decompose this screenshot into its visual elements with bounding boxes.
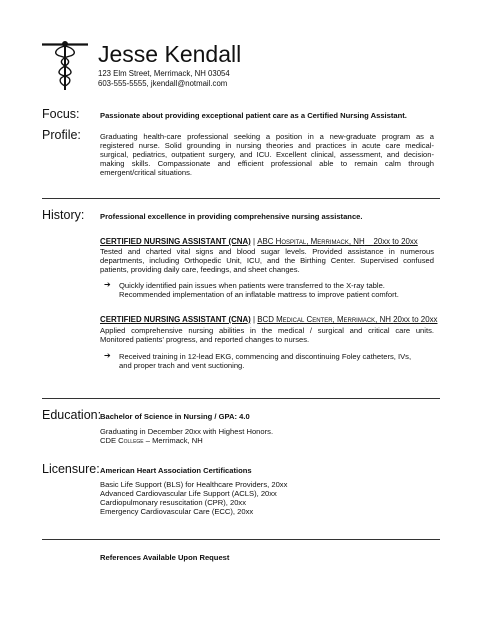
job-employer: BCD Medical Center, Merrimack, NH [257,315,391,324]
history-heading: Professional excellence in providing comprehensive nursing assistance. [100,212,363,221]
school-line [100,436,203,445]
job-desc-line: Monitored patients' progress, and reported changes to nurses. [100,335,310,344]
job-desc-line: departments, including Orthopedic Unit, ICU, and the Birthing Center. Supervised confused [100,256,434,265]
profile-line: surgical, pediatrics, outpatient surgery, and ICU. Excellent clinical, assessment, and decision- [100,150,434,159]
job-title: CERTIFIED NURSING ASSISTANT (CNA) [100,315,251,324]
section-divider [42,539,440,540]
job-separator: | [250,237,258,246]
school-name: CDE College [100,436,144,445]
graduation-note: Graduating in December 20xx with Highest Honors. [100,427,274,436]
address-block [98,69,230,88]
contact-info: 603-555-5555, jkendall@notmail.com [98,78,228,88]
profile-text [100,132,434,177]
caduceus-icon [40,40,90,92]
profile-label: Profile: [42,128,81,142]
focus-label: Focus: [42,107,80,121]
arrow-right-icon: ➔ [104,280,111,289]
references-note: References Available Upon Request [100,553,230,562]
certification-item: Emergency Cardiovascular Care (ECC), 20xx [100,507,254,516]
profile-line: Graduating health-care professional seeking a position in a new-graduate program as a [100,132,434,141]
profile-line: emergent/critical situations. [100,168,193,177]
certification-list [100,480,287,516]
bullet-line: Quickly identified pain issues when patients were transferred to the X-ray table. [119,281,385,290]
section-divider [42,398,440,399]
job-dates: 20xx to 20xx [373,237,418,246]
job-desc-line: Applied comprehensive nursing abilities in the medical / surgical and critical care units. [100,326,434,335]
education-label: Education: [42,408,102,422]
job-description [100,326,434,344]
job-separator: | [250,315,258,324]
bullet-line: Received training in 12-lead EKG, commencing and discontinuing Foley catheters, IVs, [119,352,412,361]
job-bullet [119,352,429,370]
certification-item: Basic Life Support (BLS) for Healthcare Providers, 20xx [100,480,288,489]
profile-line: registered nurse. Solid grounding in nursing theories and practices in acute care medical- [100,141,434,150]
job-dates: 20xx to 20xx [393,315,438,324]
licensure-label: Licensure: [42,462,100,476]
focus-text: Passionate about providing exceptional patient care as a Certified Nursing Assistant. [100,111,407,120]
job-bullet [119,281,429,299]
bullet-line: Recommended implementation of an inflatable mattress to improve patient comfort. [119,290,399,299]
job-title-line [100,237,418,246]
street-address: 123 Elm Street, Merrimack, NH 03054 [98,69,230,78]
job-desc-line: Tested and charted vital signs and blood sugar levels. Provided assistance in numerous [100,247,434,256]
job-title-line [100,315,437,324]
school-location: – Merrimack, NH [143,436,203,445]
job-title: CERTIFIED NURSING ASSISTANT (CNA) [100,237,251,246]
bullet-line: and proper trach and vent suctioning. [119,361,245,370]
section-divider [42,198,440,199]
profile-line: making skills. Compassionate and efficient professional able to remain calm through [100,159,434,168]
arrow-right-icon: ➔ [104,351,111,360]
degree: Bachelor of Science in Nursing / GPA: 4.0 [100,412,250,421]
job-desc-line: patients, providing daily care, feedings, and sheet changes. [100,265,300,274]
job-description [100,247,434,274]
job-employer: ABC Hospital, Merrimack, NH [257,237,365,246]
history-label: History: [42,208,85,222]
certification-item: Advanced Cardiovascular Life Support (ACLS), 20xx [100,489,277,498]
certification-item: Cardiopulmonary resuscitation (CPR), 20xx [100,498,247,507]
licensure-heading: American Heart Association Certifications [100,466,252,475]
candidate-name: Jesse Kendall [98,41,242,67]
